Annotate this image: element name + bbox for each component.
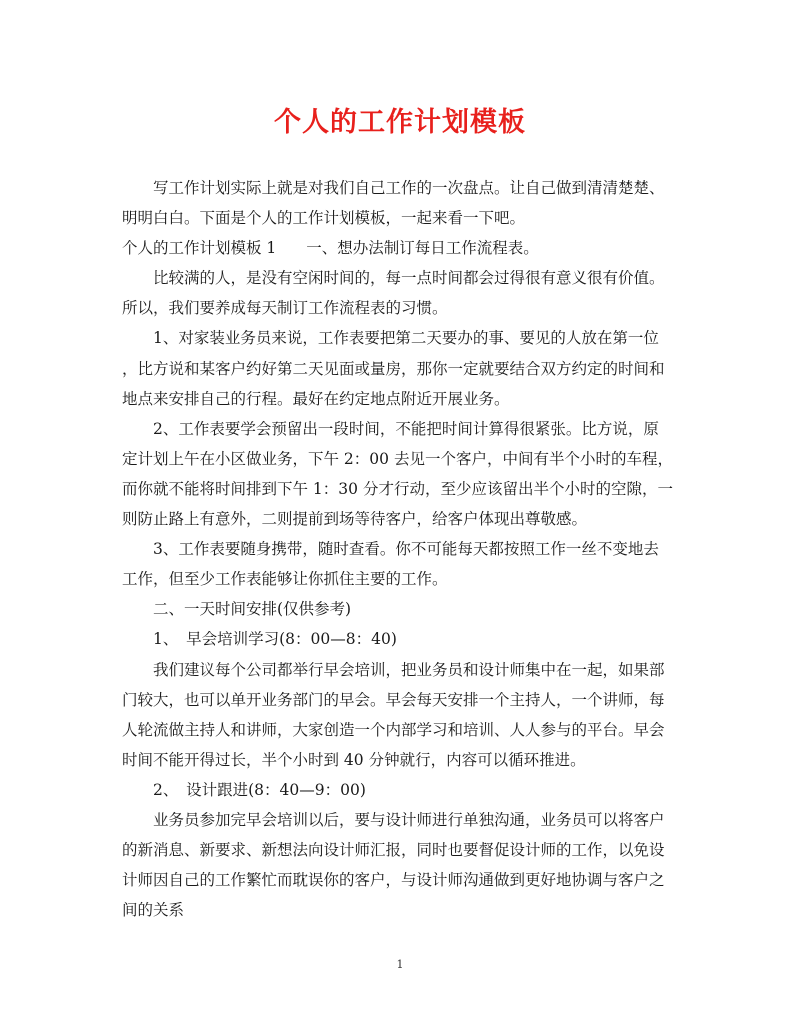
paragraph-line: 的新消息、新要求、新想法向设计师汇报，同时也要督促设计师的工作，以免设 bbox=[122, 841, 665, 860]
paragraph-line: 则防止路上有意外，二则提前到场等待客户，给客户体现出尊敬感。 bbox=[122, 510, 588, 529]
subsection-heading: 2、 设计跟进(8：40—9：00) bbox=[153, 780, 366, 799]
paragraph-line: 门较大，也可以单开业务部门的早会。早会每天安排一个主持人，一个讲师，每 bbox=[122, 690, 665, 709]
paragraph-line: 1、对家装业务员来说，工作表要把第二天要办的事、要见的人放在第一位 bbox=[153, 329, 659, 348]
section-label: 个人的工作计划模板 1 bbox=[122, 239, 277, 258]
paragraph-line: 而你就不能将时间排到下午 1：30 分才行动，至少应该留出半个小时的空隙，一 bbox=[122, 479, 673, 498]
paragraph-line: ，比方说和某客户约好第二天见面或量房，那你一定就要结合双方约定的时间和 bbox=[122, 359, 665, 378]
paragraph-line: 计师因自己的工作繁忙而耽误你的客户，与设计师沟通做到更好地协调与客户之 bbox=[122, 871, 665, 890]
page-number: 1 bbox=[396, 958, 404, 971]
paragraph-line: 人轮流做主持人和讲师，大家创造一个内部学习和培训、人人参与的平台。早会 bbox=[122, 720, 665, 739]
paragraph-line: 时间不能开得过长，半个小时到 40 分钟就行，内容可以循环推进。 bbox=[122, 750, 586, 769]
paragraph-line: 间的关系 bbox=[122, 901, 185, 920]
paragraph-line: 明明白白。下面是个人的工作计划模板，一起来看一下吧。 bbox=[122, 209, 526, 228]
document-body bbox=[122, 173, 678, 925]
paragraph-line bbox=[122, 233, 678, 263]
paragraph-line: 所以，我们要养成每天制订工作流程表的习惯。 bbox=[122, 299, 448, 318]
document-title: 个人的工作计划模板 bbox=[274, 107, 526, 138]
section-heading: 二、一天时间安排(仅供参考) bbox=[153, 600, 352, 619]
section-heading: 一、想办法制订每日工作流程表。 bbox=[306, 239, 539, 258]
paragraph-line: 定计划上午在小区做业务，下午 2：00 去见一个客户，中间有半个小时的车程， bbox=[122, 449, 673, 468]
subsection-heading: 1、 早会培训学习(8：00—8：40) bbox=[153, 630, 397, 649]
paragraph-line: 比较满的人，是没有空闲时间的，每一点时间都会过得很有意义很有价值。 bbox=[153, 269, 665, 288]
paragraph-line: 写工作计划实际上就是对我们自己工作的一次盘点。让自己做到清清楚楚、 bbox=[153, 179, 665, 197]
paragraph-line: 地点来安排自己的行程。最好在约定地点附近开展业务。 bbox=[122, 389, 510, 408]
paragraph-line: 我们建议每个公司都举行早会培训，把业务员和设计师集中在一起，如果部 bbox=[153, 660, 665, 679]
paragraph-line: 业务员参加完早会培训以后，要与设计师进行单独沟通，业务员可以将客户 bbox=[153, 810, 665, 829]
paragraph-line: 工作，但至少工作表能够让你抓住主要的工作。 bbox=[122, 570, 448, 589]
paragraph-line: 2、工作表要学会预留出一段时间，不能把时间计算得很紧张。比方说，原 bbox=[153, 419, 659, 438]
paragraph-line: 3、工作表要随身携带，随时查看。你不可能每天都按照工作一丝不变地去 bbox=[153, 540, 659, 559]
